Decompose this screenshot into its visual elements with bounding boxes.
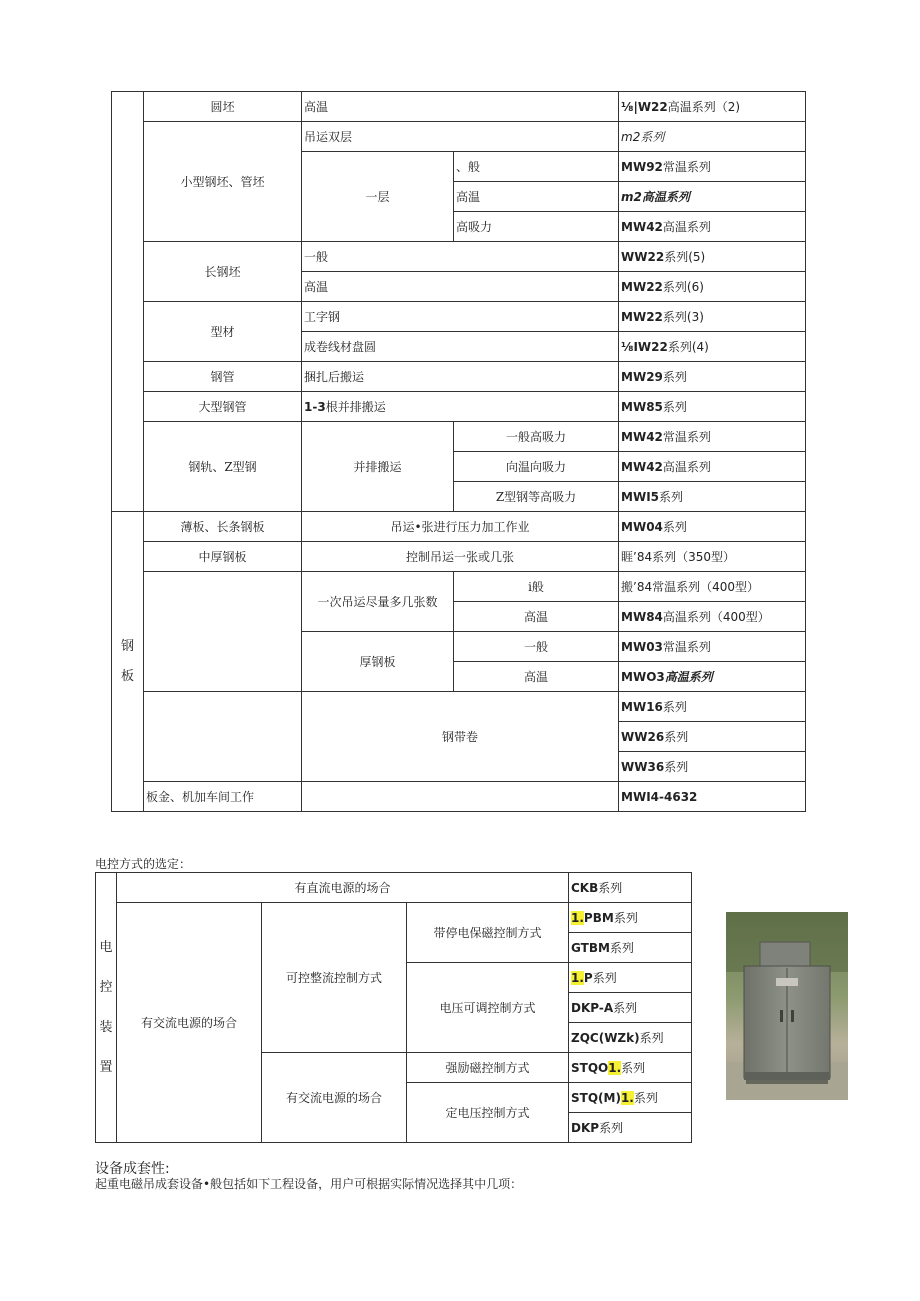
condition-cell: 工字钢 <box>302 302 619 332</box>
model-cell: m2高温系列 <box>619 182 806 212</box>
model-suffix: 系列 <box>613 911 638 925</box>
group-cell-steel-plate <box>112 512 144 812</box>
model-code: MW22 <box>621 310 663 324</box>
model-suffix: 系列 <box>659 490 684 504</box>
category-cell: 钢轨、Z型钢 <box>144 422 302 512</box>
model-suffix: 系列 <box>598 881 623 895</box>
model-cell <box>619 632 806 662</box>
electric-control-table <box>95 872 692 1143</box>
table-row <box>96 873 692 903</box>
model-code: DKP <box>571 1121 600 1135</box>
section-title-equipment-set: 设备成套性: <box>95 1161 170 1177</box>
highlight-mark: 1. <box>571 911 584 925</box>
model-code: MW85 <box>621 400 663 414</box>
model-suffix: 系列 <box>609 941 634 955</box>
model-code: DKP-A <box>571 1001 614 1015</box>
model-suffix: 系列(5) <box>664 250 706 264</box>
section-text-equipment-set: 起重电磁吊成套设备•般包括如下工程设备，用户可根据实际情况选择其中几项： <box>95 1177 523 1191</box>
model-cell <box>619 272 806 302</box>
model-code: MW16 <box>621 700 663 714</box>
model-cell <box>619 452 806 482</box>
subcondition-cell: 并排搬运 <box>302 422 454 512</box>
condition-cell: i般 <box>454 572 619 602</box>
table-row <box>112 362 806 392</box>
model-code: WW22 <box>621 250 665 264</box>
subcondition-cell: 钢带卷 <box>302 692 619 782</box>
model-cell: 搬’84常温系列（400型） <box>619 572 806 602</box>
condition-cell: 高温 <box>302 272 619 302</box>
category-cell: 钢管 <box>144 362 302 392</box>
model-cell <box>569 1083 692 1113</box>
model-code: WW26 <box>621 730 665 744</box>
model-code: GTBM <box>571 941 610 955</box>
condition-number: 1-3 <box>304 400 326 414</box>
model-code: MW29 <box>621 370 663 384</box>
scr-control-cell: 可控整流控制方式 <box>262 903 407 1053</box>
category-cell: 圆坯 <box>144 92 302 122</box>
category-cell-blank <box>144 692 302 782</box>
model-cell <box>569 1113 692 1143</box>
model-cell <box>619 602 806 632</box>
condition-cell: 一般 <box>454 632 619 662</box>
condition-cell: 高温 <box>454 662 619 692</box>
model-cell <box>619 692 806 722</box>
model-suffix: 常温系列 <box>662 640 711 654</box>
condition-cell: 成卷线材盘圆 <box>302 332 619 362</box>
table-row <box>112 572 806 602</box>
model-code: MW84 <box>621 610 663 624</box>
model-code: MWO3 <box>621 670 665 684</box>
table-row <box>112 542 806 572</box>
category-cell-blank <box>144 572 302 692</box>
model-code: STQ(M) <box>571 1091 621 1105</box>
model-suffix: 系列 <box>599 1121 624 1135</box>
model-code: ZQC(WZk) <box>571 1031 640 1045</box>
model-cell <box>619 92 806 122</box>
vertical-label-cell <box>96 873 117 1143</box>
model-code: ⅛|W22 <box>621 100 668 114</box>
condition-cell: 吊运双层 <box>302 122 619 152</box>
category-cell: 板金、机加车间工作 <box>144 782 302 812</box>
category-cell: 小型钢坯、管坯 <box>144 122 302 242</box>
model-cell <box>569 993 692 1023</box>
category-cell: 薄板、长条钢板 <box>144 512 302 542</box>
ac-case-cell: 有交流电源的场合 <box>262 1053 407 1143</box>
category-cell: 大型钢管 <box>144 392 302 422</box>
model-suffix: 高温系列（2) <box>667 100 741 114</box>
model-cell <box>619 152 806 182</box>
model-code: WW36 <box>621 760 665 774</box>
table-row <box>112 92 806 122</box>
model-suffix: 常温系列 <box>662 430 711 444</box>
condition-cell: Z型钢等高吸力 <box>454 482 619 512</box>
model-cell <box>619 422 806 452</box>
model-suffix: 系列 <box>662 700 687 714</box>
model-code: MW42 <box>621 460 663 474</box>
control-mode-cell: 带停电保磁控制方式 <box>407 903 569 963</box>
condition-cell: 向温向吸力 <box>454 452 619 482</box>
table-row <box>112 692 806 722</box>
model-suffix: 系列(6) <box>662 280 704 294</box>
group-label: 钢板 <box>120 638 134 684</box>
model-suffix: 常温系列 <box>662 160 711 174</box>
model-cell <box>619 512 806 542</box>
condition-cell: 控制吊运一张或几张 <box>302 542 619 572</box>
model-code: MWI5 <box>621 490 660 504</box>
model-cell <box>619 662 806 692</box>
condition-cell-blank <box>302 782 619 812</box>
ac-case-cell: 有交流电源的场合 <box>117 903 262 1143</box>
vertical-char: 控 <box>99 979 113 995</box>
table-row <box>112 512 806 542</box>
condition-cell: 、般 <box>454 152 619 182</box>
model-cell <box>569 1023 692 1053</box>
group-cell-blank <box>112 92 144 512</box>
model-cell <box>569 903 692 933</box>
model-cell <box>619 212 806 242</box>
model-cell <box>569 873 692 903</box>
condition-cell: 高温 <box>302 92 619 122</box>
condition-cell: 高温 <box>454 182 619 212</box>
model-cell <box>619 482 806 512</box>
condition-cell: 一般高吸力 <box>454 422 619 452</box>
model-suffix: 系列 <box>639 1031 664 1045</box>
model-cell <box>619 722 806 752</box>
model-suffix: 系列 <box>613 1001 638 1015</box>
condition-cell: 一般 <box>302 242 619 272</box>
table-row <box>96 903 692 933</box>
model-suffix: 系列 <box>633 1091 658 1105</box>
highlight-mark: 1. <box>620 1091 634 1105</box>
subcondition-cell: 一层 <box>302 152 454 242</box>
model-code: ⅛IW22 <box>621 340 668 354</box>
vertical-char: 置 <box>99 1059 113 1075</box>
model-code: MW92 <box>621 160 663 174</box>
model-suffix: 系列(3) <box>662 310 704 324</box>
model-suffix: 系列 <box>662 370 687 384</box>
model-suffix: 系列 <box>592 971 617 985</box>
highlight-mark: 1. <box>571 971 584 985</box>
model-code: P <box>583 971 593 985</box>
model-suffix: 系列 <box>621 1061 646 1075</box>
model-code: MW04 <box>621 520 663 534</box>
control-mode-cell: 定电压控制方式 <box>407 1083 569 1143</box>
model-cell <box>619 362 806 392</box>
model-cell <box>619 752 806 782</box>
section-label-electric-control: 电控方式的选定： <box>95 857 192 871</box>
model-code: PBM <box>583 911 614 925</box>
model-cell <box>569 933 692 963</box>
model-code: MW42 <box>621 220 663 234</box>
model-code: MW22 <box>621 280 663 294</box>
model-suffix: 系列 <box>664 760 689 774</box>
category-cell: 中厚钢板 <box>144 542 302 572</box>
model-suffix: 高温系列（400型） <box>662 610 770 624</box>
condition-text: 根并排搬运 <box>325 400 386 414</box>
control-cabinet-photo <box>726 912 848 1100</box>
control-mode-cell: 强励磁控制方式 <box>407 1053 569 1083</box>
table-row <box>112 782 806 812</box>
model-suffix: 系列 <box>662 520 687 534</box>
dc-case-cell: 有直流电源的场合 <box>117 873 569 903</box>
condition-cell: 高吸力 <box>454 212 619 242</box>
subcondition-cell: 厚钢板 <box>302 632 454 692</box>
model-code: MW42 <box>621 430 663 444</box>
model-cell: m2系列 <box>619 122 806 152</box>
table-row <box>112 392 806 422</box>
table-row <box>112 422 806 452</box>
condition-cell: 吊运•张进行压力加工作业 <box>302 512 619 542</box>
model-suffix: 系列 <box>662 400 687 414</box>
model-code: MW03 <box>621 640 663 654</box>
category-cell: 长钢坯 <box>144 242 302 302</box>
condition-cell: 捆扎后搬运 <box>302 362 619 392</box>
model-cell <box>569 963 692 993</box>
model-suffix: 高温系列 <box>662 460 711 474</box>
model-suffix: 高温系列 <box>662 220 711 234</box>
model-cell <box>619 392 806 422</box>
category-cell: 型材 <box>144 302 302 362</box>
model-code: STQO <box>571 1061 609 1075</box>
model-cell <box>619 242 806 272</box>
model-cell: MWI4-4632 <box>619 782 806 812</box>
vertical-char: 装 <box>99 1019 113 1035</box>
condition-cell <box>302 392 619 422</box>
control-mode-cell: 电压可调控制方式 <box>407 963 569 1053</box>
vertical-char: 电 <box>99 939 113 955</box>
model-suffix: 系列 <box>664 730 689 744</box>
subcondition-cell: 一次吊运尽量多几张数 <box>302 572 454 632</box>
model-suffix: 系列(4) <box>667 340 709 354</box>
condition-cell: 高温 <box>454 602 619 632</box>
model-cell <box>569 1053 692 1083</box>
table-row <box>112 302 806 332</box>
model-code: CKB <box>571 881 599 895</box>
lifting-magnet-selection-table <box>111 91 806 812</box>
model-cell <box>619 332 806 362</box>
model-cell <box>619 302 806 332</box>
model-suffix: 高温系列 <box>664 670 713 684</box>
table-row <box>112 122 806 152</box>
model-cell: 睚’84系列（350型） <box>619 542 806 572</box>
table-row <box>112 242 806 272</box>
highlight-mark: 1. <box>608 1061 622 1075</box>
